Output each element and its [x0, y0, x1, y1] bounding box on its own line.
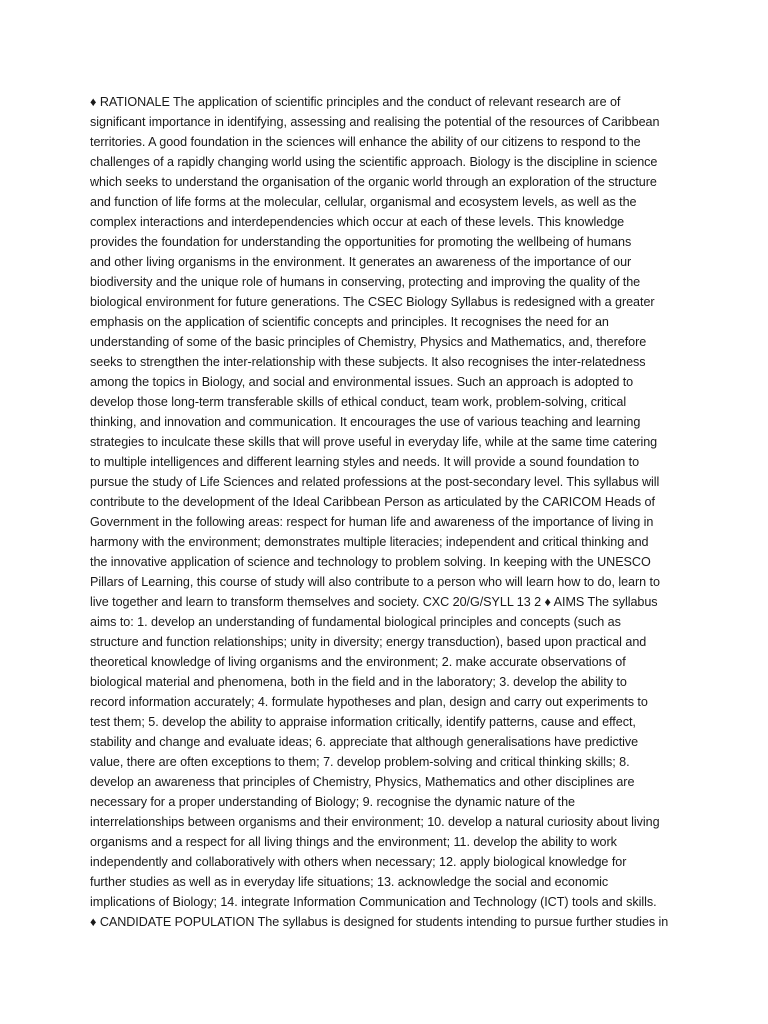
text-line-30: biological material and phenomena, both in the field and in the laboratory; 3. develop the ability to: [90, 675, 627, 689]
text-line-34: value, there are often exceptions to them; 7. develop problem-solving and critical thinking skills; 8.: [90, 755, 630, 769]
text-line-27: aims to: 1. develop an understanding of fundamental biological principles and concepts (such as: [90, 615, 621, 629]
text-line-20: pursue the study of Life Sciences and related professions at the post-secondary level. This syllabus will: [90, 475, 660, 489]
text-line-26: live together and learn to transform themselves and society. CXC 20/G/SYLL 13 2 ♦ AIMS The syllabus: [90, 595, 658, 609]
text-line-41: implications of Biology; 14. integrate Information Communication and Technology (ICT) tools and skills.: [90, 895, 657, 909]
text-line-29: theoretical knowledge of living organisms and the environment; 2. make accurate observations of: [90, 655, 626, 669]
text-line-40: further studies as well as in everyday life situations; 13. acknowledge the social and economic: [90, 875, 609, 889]
text-line-22: Government in the following areas: respect for human life and awareness of the importance of living in: [90, 515, 654, 529]
text-line-28: structure and function relationships; unity in diversity; energy transduction), based upon practical and: [90, 635, 647, 649]
text-line-37: interrelationships between organisms and their environment; 10. develop a natural curiosity about living: [90, 815, 660, 829]
text-line-14: seeks to strengthen the inter-relationship with these subjects. It also recognises the inter-relatedness: [90, 355, 646, 369]
text-line-8: provides the foundation for understanding the opportunities for promoting the wellbeing of humans: [90, 235, 632, 249]
text-line-21: contribute to the development of the Ideal Caribbean Person as articulated by the CARICOM Heads of: [90, 495, 655, 509]
text-line-11: biological environment for future generations. The CSEC Biology Syllabus is redesigned with a greater: [90, 295, 655, 309]
text-line-15: among the topics in Biology, and social and environmental issues. Such an approach is adopted to: [90, 375, 634, 389]
text-line-32: test them; 5. develop the ability to appraise information critically, identify patterns, cause and effect,: [90, 715, 636, 729]
text-line-35: develop an awareness that principles of Chemistry, Physics, Mathematics and other disciplines are: [90, 775, 635, 789]
text-line-9: and other living organisms in the environment. It generates an awareness of the importance of our: [90, 255, 632, 269]
text-line-12: emphasis on the application of scientific concepts and principles. It recognises the need for an: [90, 315, 609, 329]
text-line-7: complex interactions and interdependencies which occur at each of these levels. This knowledge: [90, 215, 625, 229]
text-line-33: stability and change and evaluate ideas; 6. appreciate that although generalisations have predictive: [90, 735, 639, 749]
text-line-39: independently and collaboratively with others when necessary; 12. apply biological knowledge for: [90, 855, 627, 869]
text-line-25: Pillars of Learning, this course of study will also contribute to a person who will learn how to do, learn to: [90, 575, 660, 589]
text-line-13: understanding of some of the basic principles of Chemistry, Physics and Mathematics, and, therefore: [90, 335, 647, 349]
text-line-10: biodiversity and the unique role of humans in conserving, protecting and improving the quality of the: [90, 275, 641, 289]
text-line-19: to multiple intelligences and different learning styles and needs. It will provide a sound foundation to: [90, 455, 640, 469]
text-line-36: necessary for a proper understanding of Biology; 9. recognise the dynamic nature of the: [90, 795, 575, 809]
text-line-23: harmony with the environment; demonstrates multiple literacies; independent and critical thinking and: [90, 535, 649, 549]
text-line-17: thinking, and innovation and communication. It encourages the use of various teaching and learning: [90, 415, 641, 429]
text-line-16: develop those long-term transferable skills of ethical conduct, team work, problem-solving, critical: [90, 395, 627, 409]
text-line-31: record information accurately; 4. formulate hypotheses and plan, design and carry out experiments to: [90, 695, 648, 709]
text-line-18: strategies to inculcate these skills that will prove useful in everyday life, while at the same time catering: [90, 435, 658, 449]
text-line-1: ♦ RATIONALE The application of scientific principles and the conduct of relevant research are of: [90, 95, 621, 109]
text-line-3: territories. A good foundation in the sciences will enhance the ability of our citizens to respond to the: [90, 135, 641, 149]
text-line-38: organisms and a respect for all living things and the environment; 11. develop the ability to work: [90, 835, 617, 849]
syllabus-text: [90, 92, 690, 932]
text-line-24: the innovative application of science and technology to problem solving. In keeping with the UNESCO: [90, 555, 651, 569]
text-line-6: and function of life forms at the molecular, cellular, organismal and ecosystem levels, as well as the: [90, 195, 637, 209]
text-line-42: ♦ CANDIDATE POPULATION The syllabus is designed for students intending to pursue further studies in: [90, 915, 669, 929]
text-line-4: challenges of a rapidly changing world using the scientific approach. Biology is the discipline in science: [90, 155, 658, 169]
text-line-2: significant importance in identifying, assessing and realising the potential of the resources of Caribbean: [90, 115, 660, 129]
text-line-5: which seeks to understand the organisation of the organic world through an exploration of the structure: [90, 175, 657, 189]
